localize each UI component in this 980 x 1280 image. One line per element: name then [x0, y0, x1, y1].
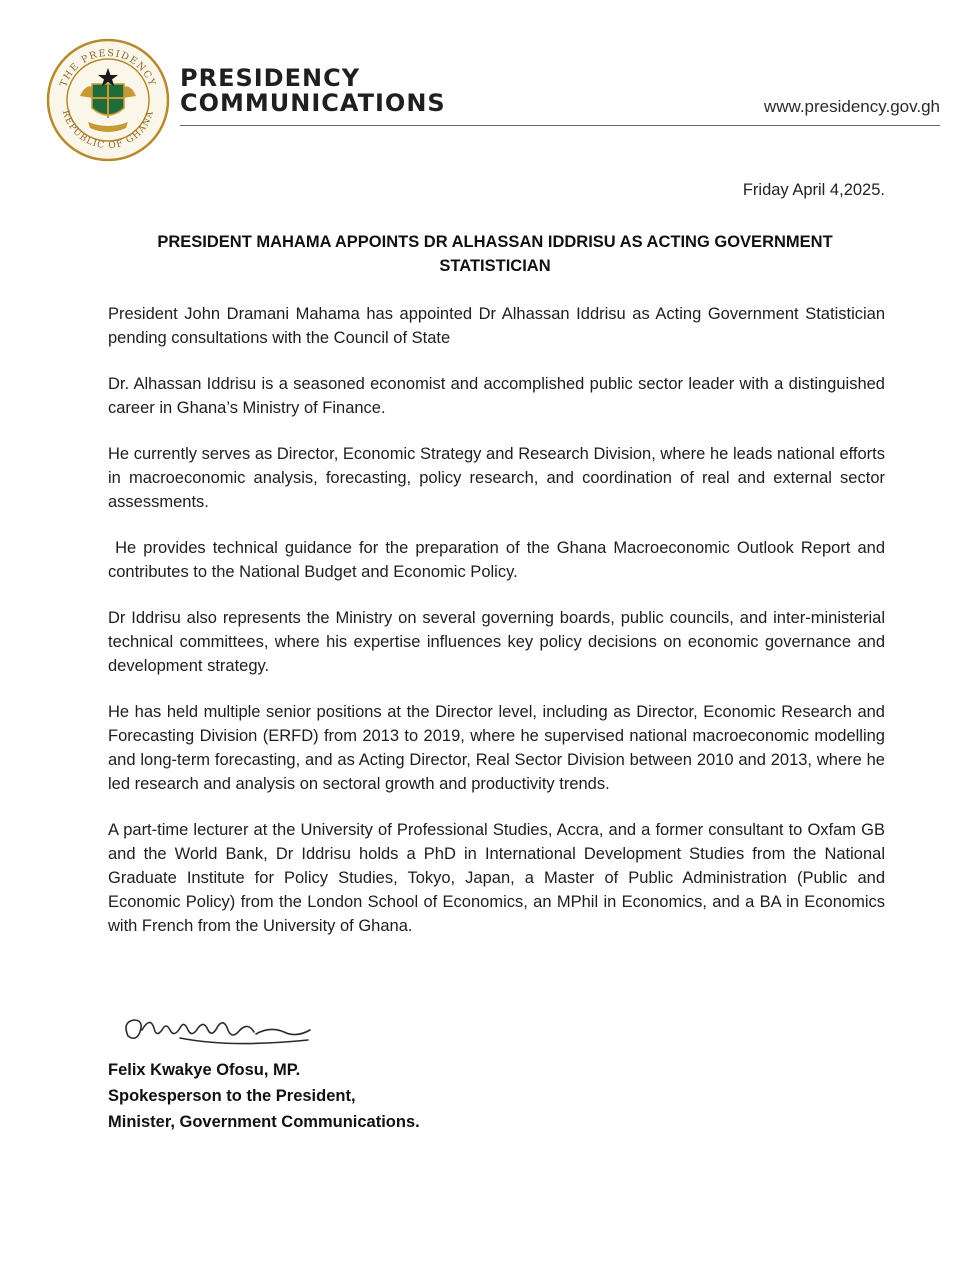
handwritten-signature — [120, 1008, 320, 1052]
document-body — [108, 302, 890, 960]
signatory-name: Felix Kwakye Ofosu, MP. — [108, 1061, 301, 1079]
paragraph: He provides technical guidance for the preparation of the Ghana Macroeconomic Outlook Report and contributes to the National Budget and Economic Policy. — [108, 539, 890, 581]
paragraph: Dr Iddrisu also represents the Ministry on several governing boards, public councils, and inter-ministerial technical committees, where his expertise influences key policy decisions on economic governance and development strategy. — [108, 609, 885, 675]
website-url: www.presidency.gov.gh — [763, 97, 940, 116]
paragraph: A part-time lecturer at the University of Professional Studies, Accra, and a former consultant to Oxfam GB and the World Bank, Dr Iddrisu holds a PhD in International Development Studies from the National Graduate Institute for Policy Studies, Tokyo, Japan, a Master of Public Administration (Public and Economic Policy) from the London School of Economics, an MPhil in Economics, and a BA in Economics with French from the University of Ghana. — [108, 821, 885, 935]
header-divider — [180, 125, 940, 126]
paragraph: He has held multiple senior positions at the Director level, including as Director, Economic Research and Forecasting Division (ERFD) from 2013 to 2019, where he supervised national macroeconomic modelling and long-term forecasting, and as Acting Director, Real Sector Division between 2010 and 2013, where he led research and analysis on sectoral growth and productivity trends. — [108, 703, 885, 793]
presidency-seal-icon — [46, 38, 170, 162]
document-headline: PRESIDENT MAHAMA APPOINTS DR ALHASSAN IDDRISU AS ACTING GOVERNMENT STATISTICIAN — [157, 233, 833, 275]
signatory-block — [108, 1057, 420, 1135]
letterhead — [0, 0, 980, 160]
signatory-title: Spokesperson to the President, — [108, 1087, 356, 1105]
svg-text:THE PRESIDENCY: THE PRESIDENCY — [58, 47, 158, 89]
paragraph: President John Dramani Mahama has appointed Dr Alhassan Iddrisu as Acting Government Statistician pending consultations with the Council of State — [108, 305, 885, 347]
signatory-title: Minister, Government Communications. — [108, 1113, 420, 1131]
paragraph: Dr. Alhassan Iddrisu is a seasoned economist and accomplished public sector leader with a distinguished career in Ghana’s Ministry of Finance. — [108, 375, 885, 417]
svg-text:REPUBLIC OF GHANA: REPUBLIC OF GHANA — [59, 109, 157, 152]
paragraph: He currently serves as Director, Economic Strategy and Research Division, where he leads national efforts in macroeconomic analysis, forecasting, policy research, and coordination of real and external sector assessments. — [108, 445, 885, 511]
document-date: Friday April 4,2025. — [742, 181, 885, 199]
brand-line-presidency: PRESIDENCY — [180, 64, 361, 92]
brand-line-communications: COMMUNICATIONS — [180, 89, 446, 117]
brand-wordmark — [180, 66, 446, 116]
